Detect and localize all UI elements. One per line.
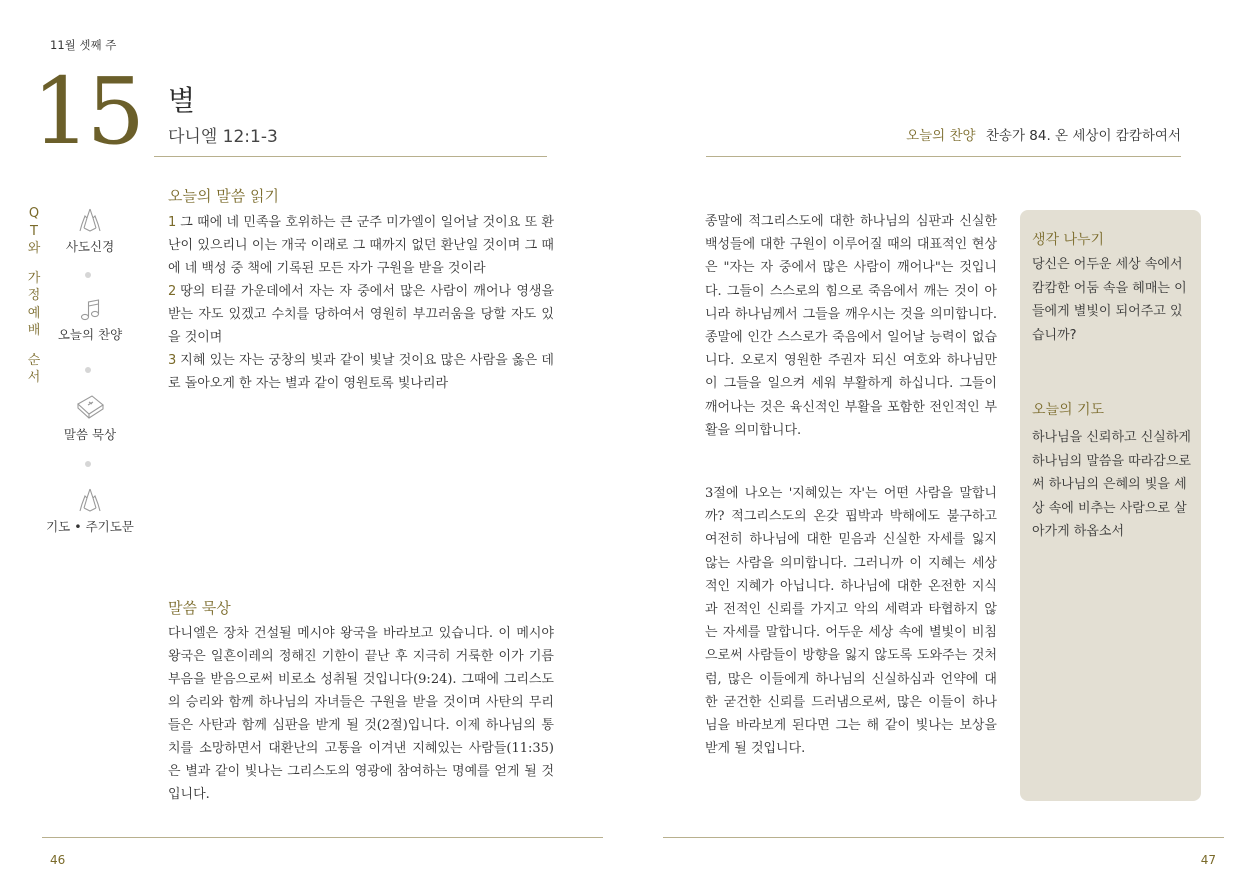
step-apostles-creed xyxy=(58,206,122,255)
verse-number: 2 xyxy=(168,284,177,299)
step-dot xyxy=(85,367,91,373)
share-heading: 생각 나누기 xyxy=(1032,232,1105,248)
step-dot xyxy=(85,461,91,467)
qt-char: T xyxy=(30,223,38,239)
qt-char: 배 xyxy=(27,323,41,338)
meditation-paragraph: 종말에 적그리스도에 대한 하나님의 심판과 신실한 백성들에 대한 구원이 이루어질 때의 대표적인 현상은 "자는 자 중에서 많은 사람이 깨어나"는 것입니다. 그들이 스스로의 힘으로 죽음에서 깨는 것이 아니라 하나님께서 그들을 깨우시는 것을 의미합니다. 종말에 인간 스스로가 죽음에서 일어날 능력이 없습니다. 오로지 영원한 주권자 되신 여호와 하나님만이 그들을 일으켜 세워 부활하게 하십니다. 그들이 깨어나는 것은 육신적인 부활을 포함한 전인적인 부활을 의미합니다. xyxy=(705,214,997,438)
step-meditation xyxy=(56,392,124,443)
qt-gap xyxy=(26,340,42,352)
qt-char: 정 xyxy=(27,288,41,303)
qt-gap xyxy=(26,258,42,270)
hymn-title: 찬송가 84. 온 세상이 캄캄하여서 xyxy=(985,128,1181,144)
bible-passage xyxy=(168,211,554,395)
verse-text: 지혜 있는 자는 궁창의 빛과 같이 빛날 것이요 많은 사람을 옳은 데로 돌아오게 한 자는 별과 같이 영원토록 빛나리라 xyxy=(168,353,554,391)
step-label: 사도신경 xyxy=(65,239,115,254)
praying-hands-icon xyxy=(75,206,105,234)
verse xyxy=(168,349,554,395)
divider xyxy=(663,837,1224,838)
step-label: 기도 • 주기도문 xyxy=(46,519,134,534)
meditation-heading: 말씀 묵상 xyxy=(168,599,231,617)
qt-char: 서 xyxy=(27,370,41,385)
step-dot xyxy=(85,272,91,278)
verse-text: 땅의 티끌 가운데에서 자는 자 중에서 많은 사람이 깨어나 영생을 받는 자도 있겠고 수치를 당하여서 영원히 부끄러움을 당할 자도 있을 것이며 xyxy=(168,284,554,345)
qt-order-vertical-label xyxy=(26,205,42,387)
hymn-label: 오늘의 찬양 xyxy=(906,128,976,144)
day-number: 15 xyxy=(32,58,142,165)
divider xyxy=(42,837,603,838)
scripture-reference: 다니엘 12:1-3 xyxy=(168,127,278,147)
verse-number: 1 xyxy=(168,215,177,230)
step-label: 오늘의 찬양 xyxy=(57,327,123,342)
meditation-paragraph: 3절에 나오는 '지혜있는 자'는 어떤 사람을 말합니까? 적그리스도의 온갖 핍박과 박해에도 불구하고 여전히 하나님에 대한 믿음과 신실한 자세를 잃지 않는 사람을 의미합니다. 그러니까 이 지혜는 세상적인 지혜가 아닙니다. 하나님에 대한 온전한 지식과 전적인 신뢰를 가지고 악의 세력과 타협하지 않는 자세를 말합니다. 어두운 세상 속에 별빛이 비침으로써 사람들이 방향을 잃지 않도록 도와주는 것처럼, 많은 이들에게 하나님의 신실하심과 언약에 대한 굳건한 신뢰를 드러냄으로써, 많은 이들이 하나님을 바라보게 된다면 그는 해 같이 빛나는 보상을 받게 될 것입니다. xyxy=(705,486,997,757)
praying-hands-icon xyxy=(75,486,105,514)
page-number-right: 47 xyxy=(1200,853,1216,867)
share-text: 당신은 어두운 세상 속에서 캄캄한 어둠 속을 헤매는 이들에게 별빛이 되어주고 있습니까? xyxy=(1032,257,1187,343)
music-note-icon xyxy=(79,298,101,322)
qt-char: 와 xyxy=(27,241,41,256)
qt-char: 순 xyxy=(27,352,41,368)
qt-char: Q xyxy=(28,206,40,221)
page-number-left: 46 xyxy=(50,853,66,867)
qt-char: 예 xyxy=(27,305,41,321)
todays-hymn xyxy=(906,124,1181,144)
page-title: 별 xyxy=(168,84,196,117)
divider xyxy=(706,156,1181,157)
reading-heading: 오늘의 말씀 읽기 xyxy=(168,187,279,205)
prayer-text: 하나님을 신뢰하고 신실하게 하나님의 말씀을 따라감으로써 하나님의 은혜의 빛을 세상 속에 비추는 사람으로 살아가게 하옵소서 xyxy=(1032,430,1191,539)
step-label: 말씀 묵상 xyxy=(63,427,117,442)
week-label: 11월 셋째 주 xyxy=(50,38,117,52)
step-prayer xyxy=(46,486,134,535)
meditation-paragraph: 다니엘은 장차 건설될 메시야 왕국을 바라보고 있습니다. 이 메시야 왕국은 일흔이레의 정해진 기한이 끝난 후 지극히 거룩한 이가 기름부음을 받음으로써 비로소 성취될 것입니다(9:24). 그때에 그리스도의 승리와 함께 하나님의 자녀들은 구원을 받을 것이며 사탄의 무리들은 사탄과 함께 심판을 받게 될 것(2절)입니다. 이제 하나님의 통치를 소망하면서 대환난의 고통을 이겨낸 지혜있는 사람들(11:35)은 별과 같이 빛나는 그리스도의 영광에 참여하는 명예를 얻게 될 것입니다. xyxy=(168,626,554,802)
verse-number: 3 xyxy=(168,353,177,368)
qt-char: 가 xyxy=(27,270,41,286)
verse xyxy=(168,211,554,280)
bible-book-icon xyxy=(74,392,106,422)
verse-text: 그 때에 네 민족을 호위하는 큰 군주 미가엘이 일어날 것이요 또 환난이 있으리니 이는 개국 이래로 그 때까지 없던 환난일 것이며 그 때에 네 백성 중 책에 기록된 모든 자가 구원을 받을 것이라 xyxy=(168,215,554,276)
sidebar-panel xyxy=(1020,210,1201,801)
prayer-heading: 오늘의 기도 xyxy=(1032,402,1105,418)
step-todays-hymn xyxy=(52,298,128,343)
verse xyxy=(168,280,554,349)
divider xyxy=(154,156,547,157)
